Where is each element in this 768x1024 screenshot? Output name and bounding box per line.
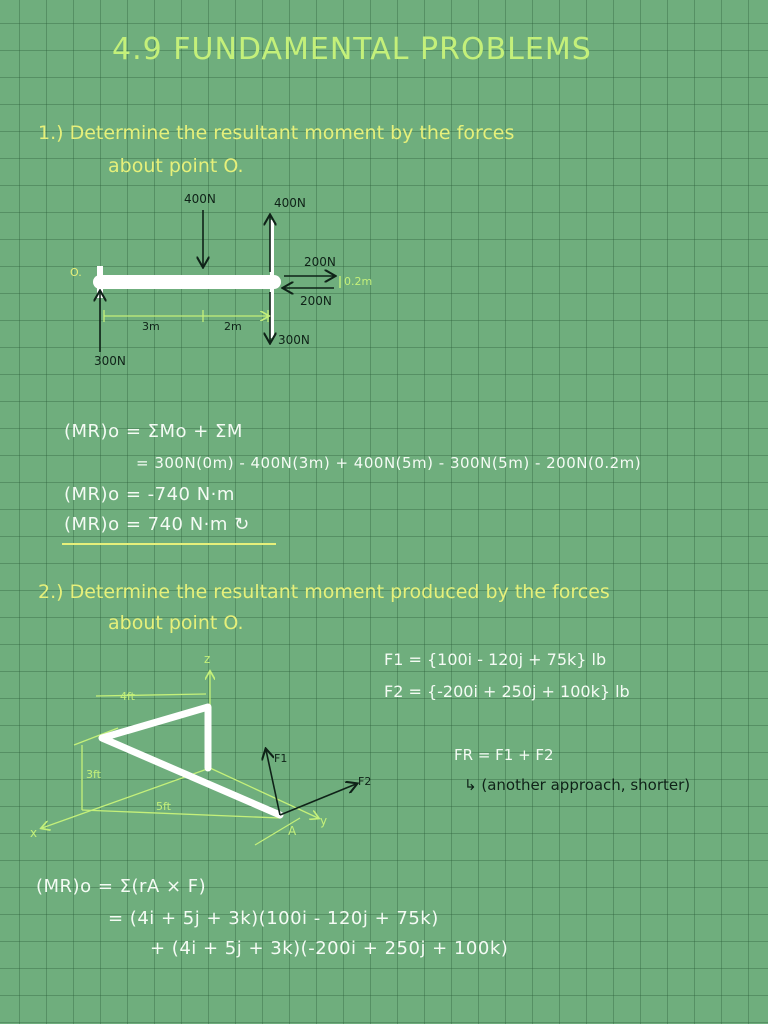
solution1-line4: (MR)o = 740 N·m ↻	[64, 514, 250, 535]
force-400n-left-label: 400N	[184, 192, 216, 206]
problem2-question-line1: 2.) Determine the resultant moment produced by the forces	[38, 581, 610, 603]
point-o-label: O.	[70, 266, 82, 279]
solution2-line3: + (4i + 5j + 3k)(-200i + 250j + 100k)	[150, 938, 509, 959]
rod	[102, 707, 280, 815]
solution1-line1: (MR)o = ΣMo + ΣM	[64, 421, 243, 442]
point-a-label: A	[288, 824, 297, 838]
x-axis-label: x	[30, 826, 38, 840]
force-400n-right-label: 400N	[274, 196, 306, 210]
offset-label: 0.2m	[344, 275, 373, 288]
dimension-5ft-label: 5ft	[156, 800, 171, 813]
solution1-line2: = 300N(0m) - 400N(3m) + 400N(5m) - 300N(5m) - 200N(0.2m)	[136, 454, 642, 472]
approach-note: ↳ (another approach, shorter)	[464, 776, 691, 794]
page-title: 4.9 FUNDAMENTAL PROBLEMS	[112, 32, 592, 67]
resultant-force-equation: FR = F1 + F2	[454, 746, 554, 764]
force-300n-left-label: 300N	[94, 354, 126, 368]
force-200n-bottom-label: 200N	[300, 294, 332, 308]
force-200n-top-label: 200N	[304, 255, 336, 269]
dimension-3ft-label: 3ft	[86, 768, 101, 781]
problem1-question-line1: 1.) Determine the resultant moment by the forces	[38, 122, 515, 144]
force-f1-vector: F1 = {100i - 120j + 75k} lb	[384, 650, 607, 669]
f2-label: F2	[358, 775, 372, 788]
f2-arrow	[280, 784, 356, 815]
problem1-question-line2: about point O.	[108, 155, 244, 177]
solution2-line2: = (4i + 5j + 3k)(100i - 120j + 75k)	[108, 908, 439, 929]
problem2-question-line2: about point O.	[108, 612, 244, 634]
dimension-2m-label: 2m	[224, 320, 242, 333]
dimension-4ft-label: 4ft	[120, 690, 135, 703]
force-f2-vector: F2 = {-200i + 250j + 100k} lb	[384, 682, 630, 701]
solution1-line3: (MR)o = -740 N·m	[64, 484, 235, 505]
y-axis-label: y	[320, 814, 328, 828]
solution2-line1: (MR)o = Σ(rA × F)	[36, 876, 207, 897]
force-300n-right-label: 300N	[278, 333, 310, 347]
z-axis-label: z	[204, 652, 211, 666]
f1-label: F1	[274, 752, 288, 765]
dimension-3m-label: 3m	[142, 320, 160, 333]
